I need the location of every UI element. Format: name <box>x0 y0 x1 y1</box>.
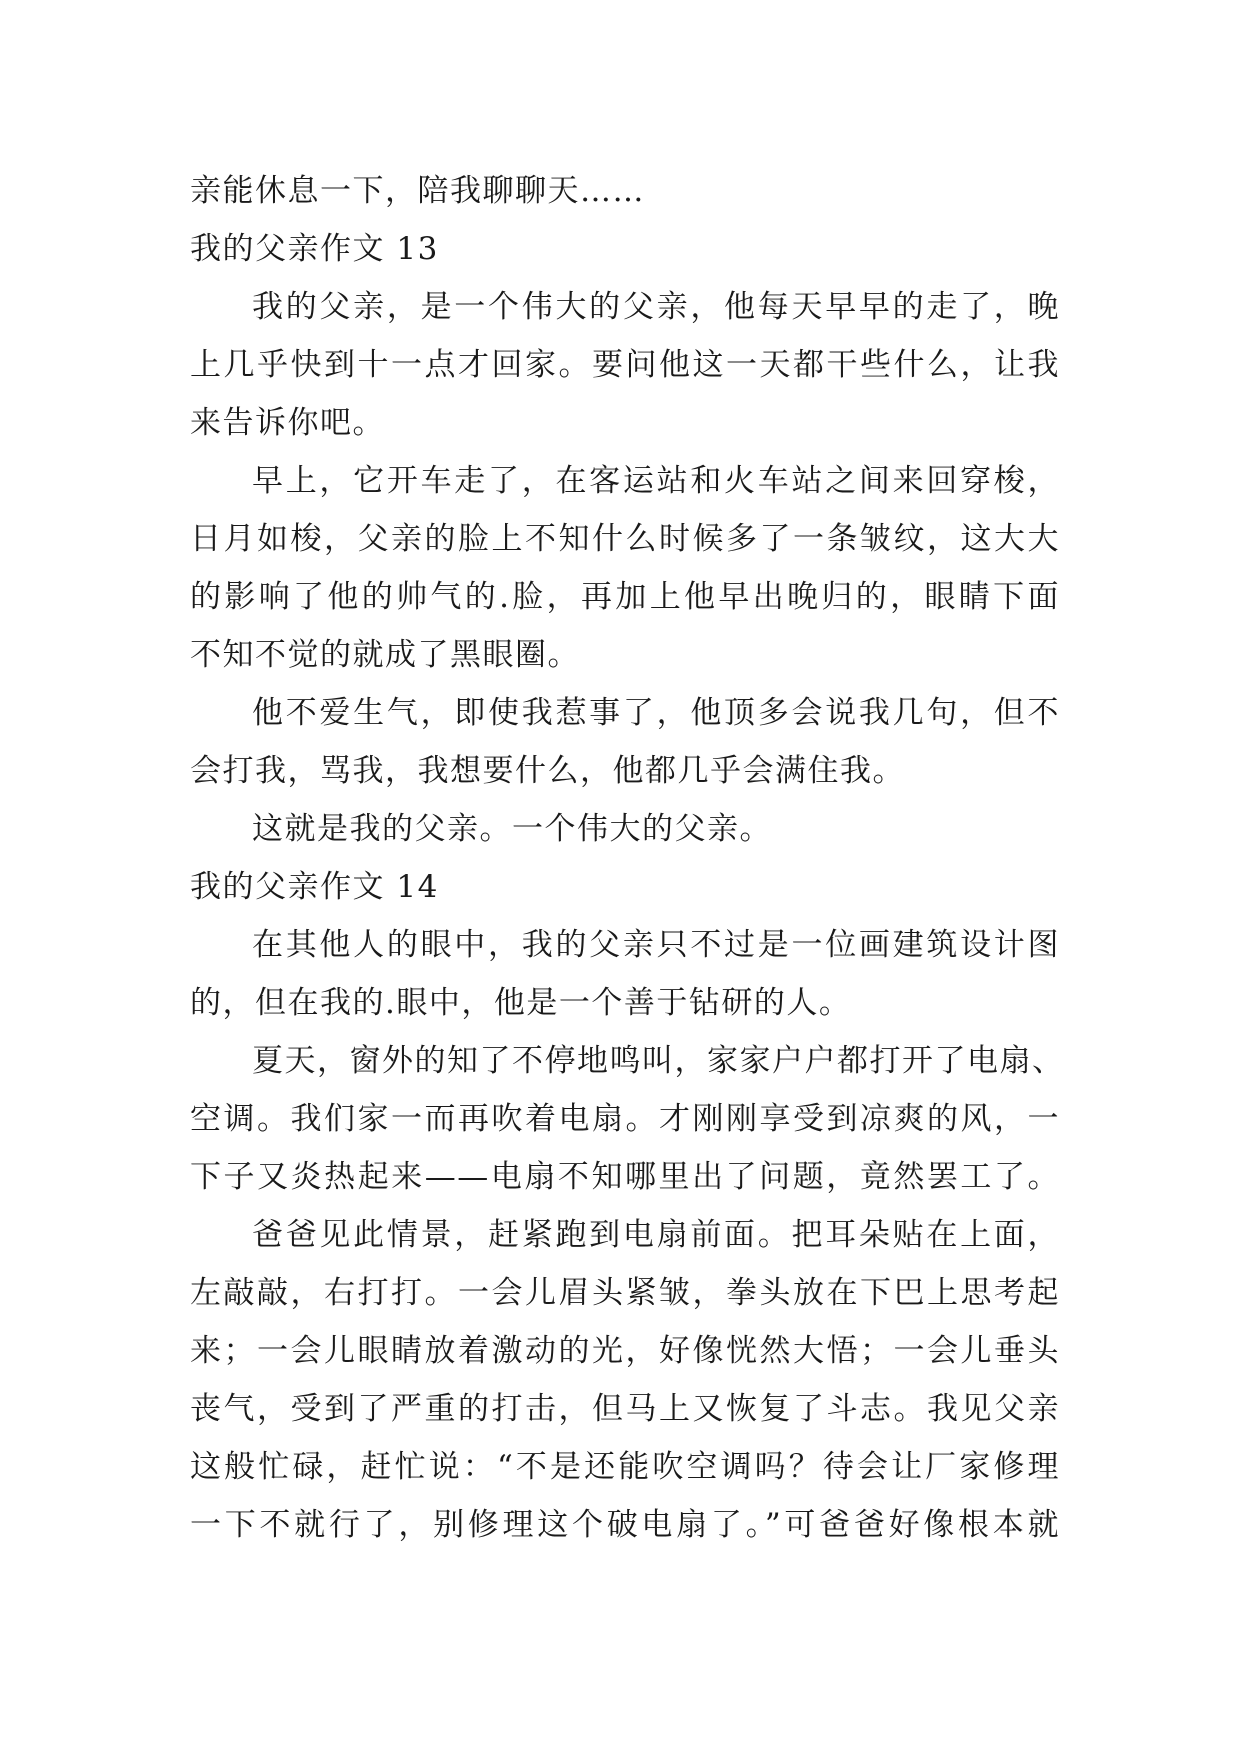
section-heading: 我的父亲作文 13 <box>190 231 439 267</box>
paragraph-line: 左敲敲，右打打。一会儿眉头紧皱，拳头放在下巴上思考起 <box>190 1275 1060 1311</box>
paragraph-line: 下子又炎热起来——电扇不知哪里出了问题，竟然罢工了。 <box>190 1159 1060 1195</box>
paragraph-line: 的，但在我的.眼中，他是一个善于钻研的人。 <box>190 985 852 1021</box>
paragraph-line: 日月如梭，父亲的脸上不知什么时候多了一条皱纹，这大大 <box>190 521 1060 557</box>
paragraph-line: 爸爸见此情景，赶紧跑到电扇前面。把耳朵贴在上面， <box>252 1217 1060 1253</box>
paragraph-line: 空调。我们家一而再吹着电扇。才刚刚享受到凉爽的风，一 <box>190 1101 1060 1137</box>
paragraph-line: 夏天，窗外的知了不停地鸣叫，家家户户都打开了电扇、 <box>252 1043 1065 1079</box>
section-heading: 我的父亲作文 14 <box>190 869 439 905</box>
essay-body <box>190 162 1065 1554</box>
paragraph-line: 在其他人的眼中，我的父亲只不过是一位画建筑设计图 <box>252 927 1060 963</box>
paragraph-line: 他不爱生气，即使我惹事了，他顶多会说我几句，但不 <box>252 695 1060 731</box>
paragraph-line: 会打我，骂我，我想要什么，他都几乎会满住我。 <box>190 753 905 789</box>
paragraph-line: 上几乎快到十一点才回家。要问他这一天都干些什么，让我 <box>190 347 1060 383</box>
paragraph-line: 这般忙碌，赶忙说：“不是还能吹空调吗？待会让厂家修理 <box>190 1449 1060 1485</box>
paragraph-line: 丧气，受到了严重的打击，但马上又恢复了斗志。我见父亲 <box>190 1391 1060 1427</box>
paragraph-line: 来告诉你吧。 <box>190 405 385 441</box>
paragraph-line: 我的父亲，是一个伟大的父亲，他每天早早的走了，晚 <box>252 289 1060 325</box>
paragraph-line: 一下不就行了，别修理这个破电扇了。”可爸爸好像根本就 <box>190 1507 1060 1543</box>
paragraph-line: 这就是我的父亲。一个伟大的父亲。 <box>252 811 772 847</box>
paragraph-line: 早上，它开车走了，在客运站和火车站之间来回穿梭， <box>252 463 1060 499</box>
paragraph-line: 的影响了他的帅气的.脸，再加上他早出晚归的，眼睛下面 <box>190 579 1060 615</box>
paragraph-line: 不知不觉的就成了黑眼圈。 <box>190 637 580 673</box>
text-line: 亲能休息一下，陪我聊聊天…… <box>190 173 645 209</box>
paragraph-line: 来；一会儿眼睛放着激动的光，好像恍然大悟；一会儿垂头 <box>190 1333 1060 1369</box>
